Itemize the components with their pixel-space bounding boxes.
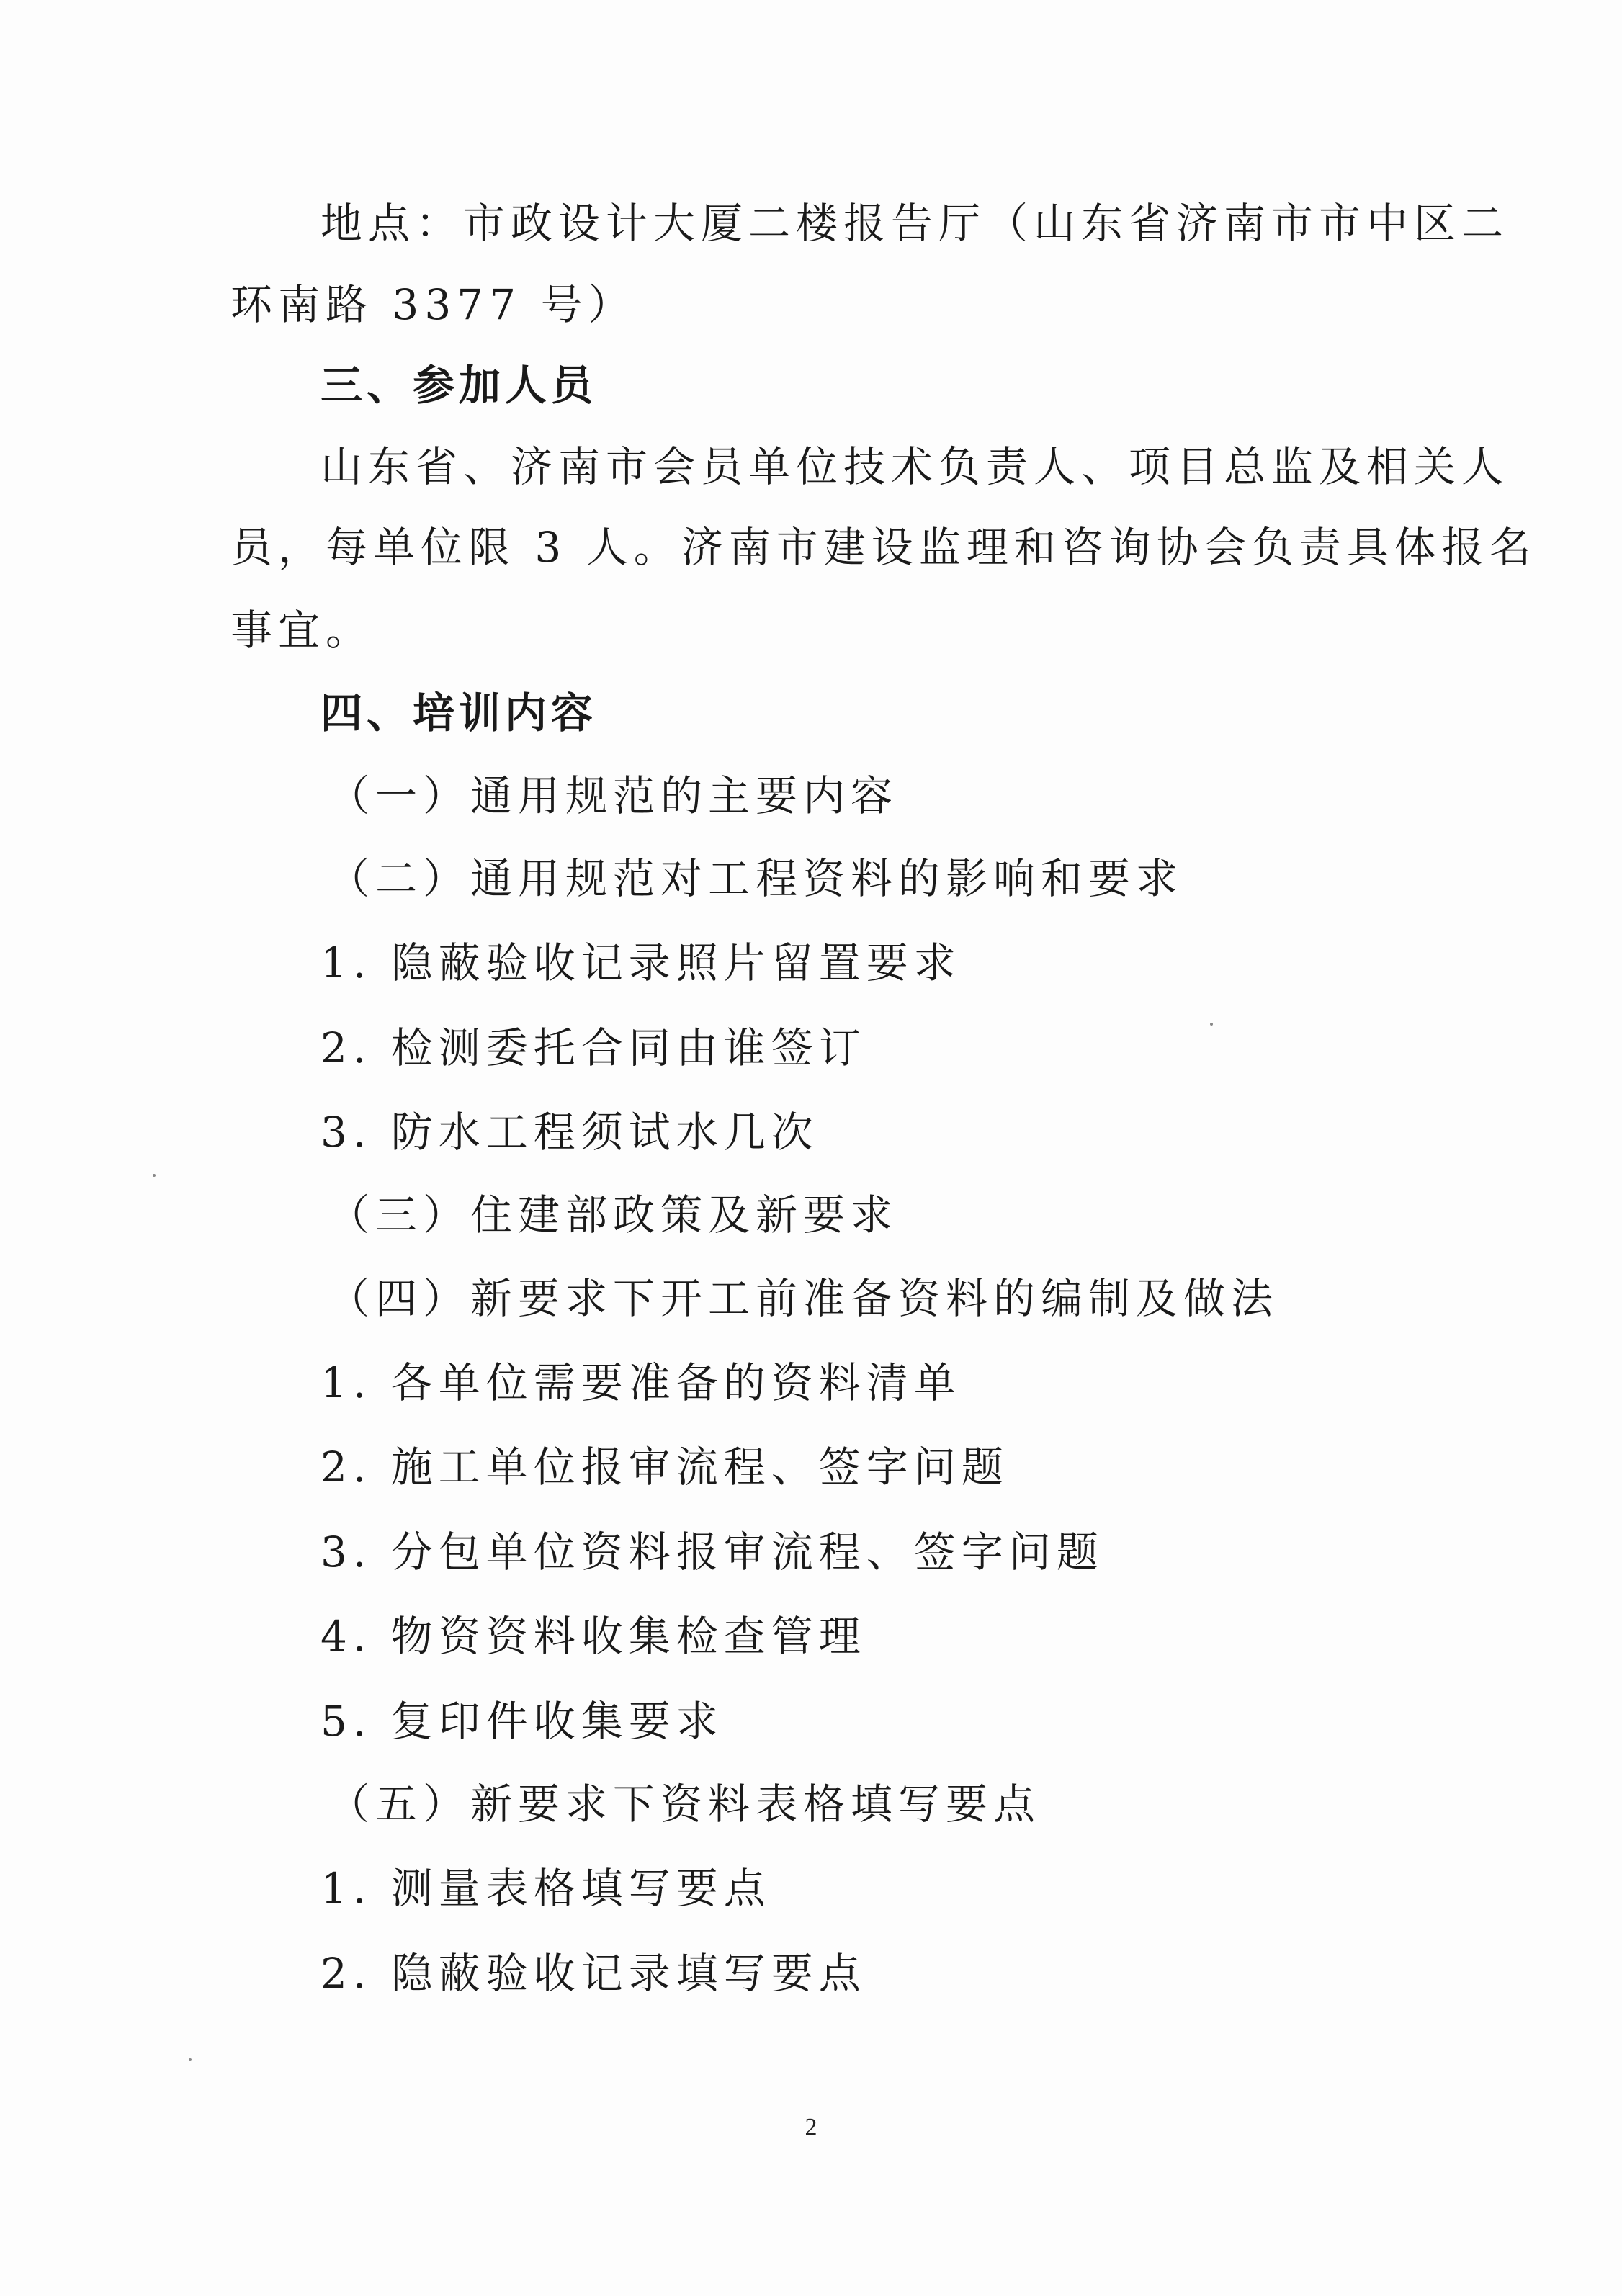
list-item: 4. 物资资料收集检查管理 — [321, 1612, 866, 1661]
scan-speck — [153, 1174, 156, 1177]
subsection-5: （五）新要求下资料表格填写要点 — [328, 1780, 1041, 1829]
location-line-1: 地点：市政设计大厦二楼报告厅（山东省济南市市中区二 — [321, 199, 1510, 248]
section-heading-participants: 三、参加人员 — [321, 361, 598, 410]
scan-speck — [1210, 1023, 1213, 1026]
list-item: 3. 分包单位资料报审流程、签字问题 — [321, 1528, 1104, 1577]
list-item: 3. 防水工程须试水几次 — [321, 1108, 819, 1157]
participants-paragraph-line-1: 山东省、济南市会员单位技术负责人、项目总监及相关人 — [321, 442, 1510, 491]
location-line-2: 环南路 3377 号） — [230, 280, 636, 329]
participants-paragraph-line-2: 员，每单位限 3 人。济南市建设监理和咨询协会负责具体报名 — [230, 523, 1537, 572]
subsection-1: （一）通用规范的主要内容 — [328, 771, 899, 820]
list-item: 2. 隐蔽验收记录填写要点 — [321, 1949, 866, 1998]
list-item: 1. 隐蔽验收记录照片留置要求 — [321, 938, 962, 987]
participants-paragraph-line-3: 事宜。 — [230, 606, 374, 655]
list-item: 2. 施工单位报审流程、签字问题 — [321, 1443, 1009, 1492]
page-number: 2 — [805, 2114, 817, 2140]
subsection-2: （二）通用规范对工程资料的影响和要求 — [328, 854, 1184, 903]
section-heading-training-content: 四、培训内容 — [321, 689, 598, 737]
scan-speck — [189, 2058, 192, 2061]
subsection-4: （四）新要求下开工前准备资料的编制及做法 — [328, 1274, 1279, 1323]
list-item: 5. 复印件收集要求 — [321, 1697, 724, 1746]
list-item: 1. 各单位需要准备的资料清单 — [321, 1358, 962, 1407]
subsection-3: （三）住建部政策及新要求 — [328, 1190, 899, 1239]
list-item: 2. 检测委托合同由谁签订 — [321, 1023, 866, 1072]
list-item: 1. 测量表格填写要点 — [321, 1864, 771, 1913]
